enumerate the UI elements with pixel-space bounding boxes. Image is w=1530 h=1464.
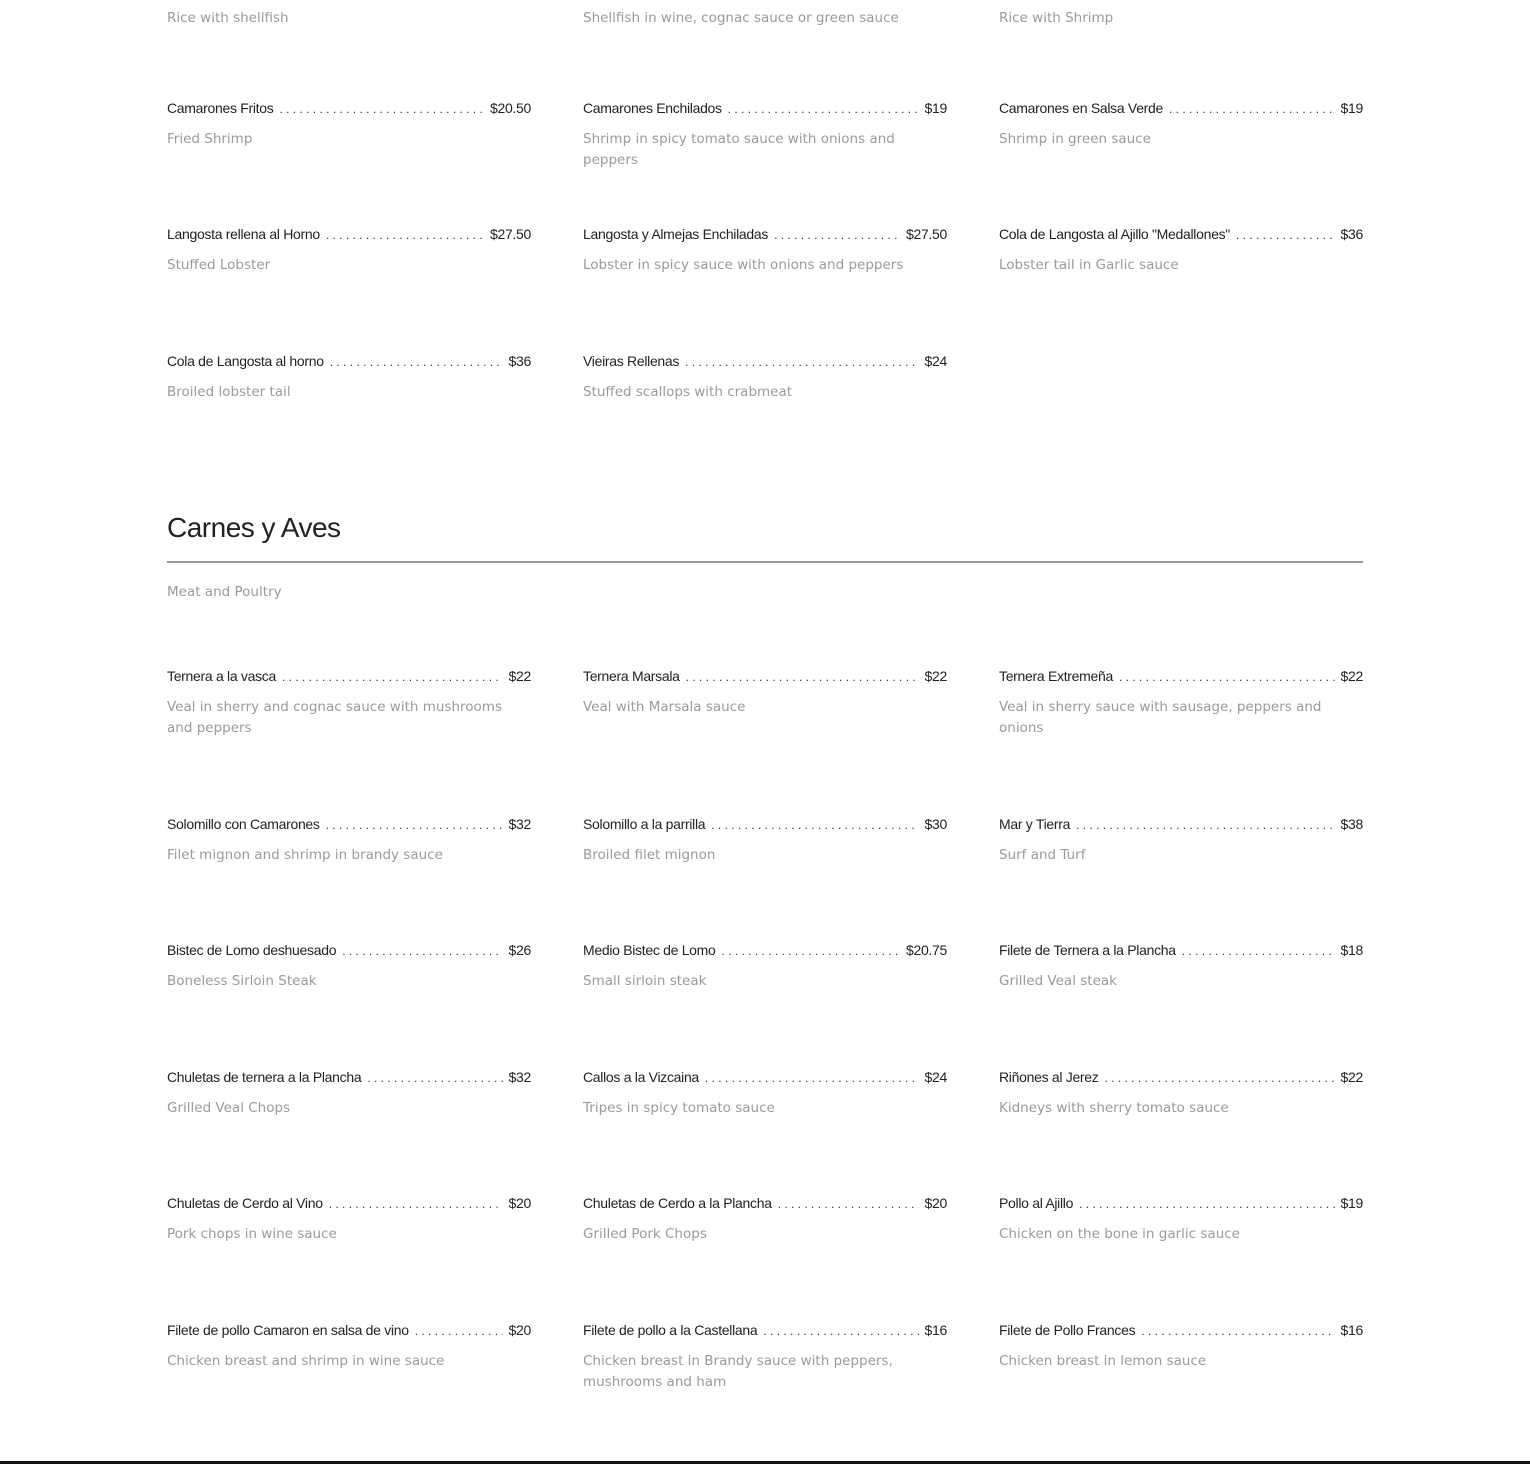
menu-item-price: $27.50 [905, 226, 947, 242]
menu-item-description: Rice with Shrimp [999, 10, 1114, 26]
menu-item-description: Broiled lobster tail [167, 384, 291, 400]
menu-row [167, 816, 1363, 866]
menu-item [167, 1195, 531, 1245]
menu-item-description: Stuffed scallops with crabmeat [583, 384, 793, 400]
menu-item [583, 100, 947, 171]
menu-item-price: $16 [924, 1322, 947, 1338]
menu-item-description: Veal with Marsala sauce [583, 699, 746, 715]
menu-item [999, 1322, 1363, 1393]
menu-item-name: Ternera a la vasca [167, 668, 276, 684]
menu-item-name: Cola de Langosta al Ajillo "Medallones" [999, 226, 1230, 242]
menu-item-description: Chicken breast in Brandy sauce with peppers, mushrooms and ham [583, 1353, 893, 1390]
menu-item-price: $19 [1340, 100, 1363, 116]
menu-item [999, 1069, 1363, 1119]
menu-item-name: Chuletas de Cerdo al Vino [167, 1195, 323, 1211]
menu-item-name: Langosta rellena al Horno [167, 226, 320, 242]
menu-item [167, 226, 531, 276]
menu-item-description: Shrimp in spicy tomato sauce with onions and peppers [583, 131, 895, 168]
menu-item [583, 1069, 947, 1119]
leader-dots [1141, 1324, 1334, 1338]
leader-dots [774, 228, 900, 242]
menu-item-price: $24 [924, 1069, 947, 1085]
menu-item-description: Surf and Turf [999, 847, 1086, 863]
menu-item-price: $19 [1340, 1195, 1363, 1211]
menu-item-description: Chicken breast and shrimp in wine sauce [167, 1353, 445, 1369]
menu-item-name: Ternera Marsala [583, 668, 680, 684]
menu-item [167, 353, 531, 403]
menu-item-description: Kidneys with sherry tomato sauce [999, 1100, 1229, 1116]
menu-row [167, 226, 1363, 276]
menu-item-description: Grilled Pork Chops [583, 1226, 707, 1242]
menu-item [167, 668, 531, 739]
menu-item-name: Vieiras Rellenas [583, 353, 680, 369]
menu-item-description: Rice with shellfish [167, 10, 289, 26]
menu-item-price: $36 [1340, 226, 1363, 242]
menu-item [999, 100, 1363, 171]
menu-item-description: Lobster tail in Garlic sauce [999, 257, 1179, 273]
menu-item [999, 942, 1363, 992]
menu-item-name: Filete de pollo Camaron en salsa de vino [167, 1322, 409, 1338]
menu-item-price: $30 [924, 816, 947, 832]
leader-dots [329, 1197, 503, 1211]
leader-dots [722, 944, 900, 958]
leader-dots [686, 670, 919, 684]
leader-dots [685, 355, 918, 369]
leader-dots [1182, 944, 1335, 958]
menu-item-description: Pork chops in wine sauce [167, 1226, 337, 1242]
leader-dots [282, 670, 503, 684]
menu-item [999, 816, 1363, 866]
menu-item-name: Langosta y Almejas Enchiladas [583, 226, 769, 242]
menu-item-price: $22 [508, 668, 531, 684]
leader-dots [1104, 1071, 1334, 1085]
menu-item-price: $22 [924, 668, 947, 684]
leader-dots [326, 228, 484, 242]
menu-item [583, 1322, 947, 1393]
menu-row [167, 1195, 1363, 1245]
menu-item-name: Camarones en Salsa Verde [999, 100, 1164, 116]
menu-item-price: $22 [1340, 668, 1363, 684]
menu-item-name: Filete de Ternera a la Plancha [999, 942, 1176, 958]
leader-dots [279, 102, 484, 116]
section-title: Carnes y Aves [167, 512, 341, 543]
menu-row [167, 353, 1363, 403]
menu-item [583, 816, 947, 866]
menu-item-description: Shellfish in wine, cognac sauce or green sauce [583, 10, 899, 26]
leader-dots [728, 102, 919, 116]
menu-row [167, 942, 1363, 992]
leader-dots [1119, 670, 1335, 684]
leader-dots [705, 1071, 919, 1085]
section-divider [167, 561, 1363, 563]
menu-item-name: Mar y Tierra [999, 816, 1071, 832]
menu-item-name: Cola de Langosta al horno [167, 353, 324, 369]
menu-item-price: $20 [508, 1195, 531, 1211]
leader-dots [367, 1071, 502, 1085]
menu-item [999, 226, 1363, 276]
menu-item [167, 1069, 531, 1119]
menu-row [167, 100, 1363, 171]
leader-dots [1236, 228, 1335, 242]
menu-item-name: Pollo al Ajillo [999, 1195, 1074, 1211]
menu-item-name: Camarones Fritos [167, 100, 274, 116]
menu-item-price: $27.50 [489, 226, 531, 242]
menu-item-description: Chicken on the bone in garlic sauce [999, 1226, 1240, 1242]
menu-item [999, 1195, 1363, 1245]
menu-item-description: Broiled filet mignon [583, 847, 716, 863]
menu-item [583, 226, 947, 276]
menu-item-description: Lobster in spicy sauce with onions and peppers [583, 257, 904, 273]
leader-dots [711, 818, 918, 832]
menu-item-description: Filet mignon and shrimp in brandy sauce [167, 847, 443, 863]
menu-item [999, 668, 1363, 739]
menu-item-price: $20.50 [489, 100, 531, 116]
menu-item-price: $20.75 [905, 942, 947, 958]
menu-item-description: Small sirloin steak [583, 973, 707, 989]
menu-item-price: $26 [508, 942, 531, 958]
menu-item [167, 816, 531, 866]
menu-item-price: $38 [1340, 816, 1363, 832]
leader-dots [763, 1324, 918, 1338]
menu-item-description: Tripes in spicy tomato sauce [583, 1100, 775, 1116]
menu-item-description: Boneless Sirloin Steak [167, 973, 317, 989]
menu-item-name: Solomillo con Camarones [167, 816, 320, 832]
menu-item-price: $32 [508, 816, 531, 832]
menu-item-price: $16 [1340, 1322, 1363, 1338]
menu-item-description: Shrimp in green sauce [999, 131, 1151, 147]
menu-item-price: $36 [508, 353, 531, 369]
menu-item-description: Fried Shrimp [167, 131, 253, 147]
menu-item-price: $32 [508, 1069, 531, 1085]
menu-item-description: Grilled Veal steak [999, 973, 1117, 989]
menu-row [167, 1322, 1363, 1393]
menu-row-partial [167, 8, 1363, 29]
leader-dots [1169, 102, 1335, 116]
menu-row [167, 1069, 1363, 1119]
leader-dots [330, 355, 503, 369]
section-subtitle: Meat and Poultry [167, 584, 282, 600]
menu-item-name: Riñones al Jerez [999, 1069, 1099, 1085]
menu-item-description: Veal in sherry sauce with sausage, peppers and onions [999, 699, 1322, 736]
menu-item [167, 942, 531, 992]
menu-item [583, 1195, 947, 1245]
leader-dots [778, 1197, 919, 1211]
menu-item-name: Chuletas de Cerdo a la Plancha [583, 1195, 772, 1211]
menu-item-name: Camarones Enchilados [583, 100, 722, 116]
menu-item-price: $20 [924, 1195, 947, 1211]
menu-item-name: Solomillo a la parrilla [583, 816, 706, 832]
leader-dots [415, 1324, 503, 1338]
menu-item-description: Stuffed Lobster [167, 257, 271, 273]
menu-item-price: $20 [508, 1322, 531, 1338]
menu-item-name: Callos a la Vizcaina [583, 1069, 699, 1085]
menu-item [583, 353, 947, 403]
menu-item [583, 668, 947, 739]
leader-dots [342, 944, 502, 958]
menu-item-description: Grilled Veal Chops [167, 1100, 291, 1116]
leader-dots [1076, 818, 1334, 832]
menu-row [167, 668, 1363, 739]
leader-dots [326, 818, 503, 832]
menu-item [167, 100, 531, 171]
menu-item-name: Chuletas de ternera a la Plancha [167, 1069, 362, 1085]
menu-item-price: $19 [924, 100, 947, 116]
menu-item-name: Filete de Pollo Frances [999, 1322, 1136, 1338]
menu-item-price: $22 [1340, 1069, 1363, 1085]
menu-item-name: Ternera Extremeña [999, 668, 1113, 684]
menu-item-description: Veal in sherry and cognac sauce with mushrooms and peppers [167, 699, 502, 736]
menu-item-price: $18 [1340, 942, 1363, 958]
menu-item [583, 942, 947, 992]
menu-item-price: $24 [924, 353, 947, 369]
menu-item-description: Chicken breast in lemon sauce [999, 1353, 1207, 1369]
leader-dots [1079, 1197, 1334, 1211]
menu-item-name: Medio Bistec de Lomo [583, 942, 716, 958]
menu-item-name: Filete de pollo a la Castellana [583, 1322, 758, 1338]
menu-item [167, 1322, 531, 1393]
menu-item-name: Bistec de Lomo deshuesado [167, 942, 337, 958]
